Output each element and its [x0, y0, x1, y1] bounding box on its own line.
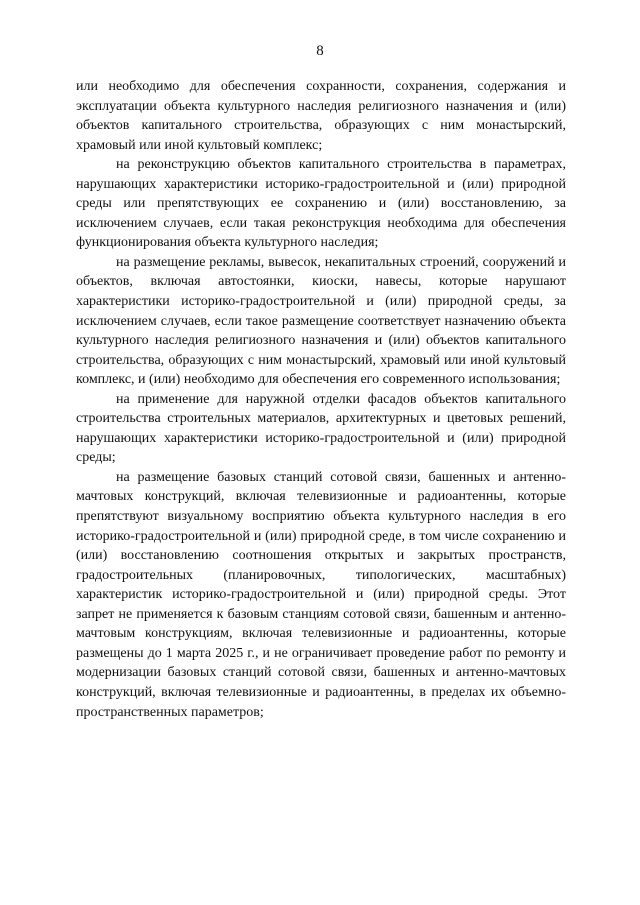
paragraph-reconstruction-ban: на реконструкцию объектов капитального строительства в параметрах, нарушающих характеристики историко-градостроительной и (или) природной среды или препятствующих ее сохранению и (или) восстановлению, за исключением случаев, если такая реконструкция необходима для обеспечения функционирования объекта культурного наследия;	[76, 157, 566, 251]
paragraph-advertising-ban: на размещение рекламы, вывесок, некапитальных строений, сооружений и объектов, включая автостоянки, киоски, навесы, которые нарушают характеристики историко-градостроительной и (или) природной среды, за исключением случаев, если такое размещение соответствует назначению объекта культурного наследия религиозного назначения и (или) объектов капитального строительства, образующих с ним монастырский, храмовый или иной культовый комплекс, и (или) необходимо для обеспечения его современного использования;	[76, 254, 566, 388]
paragraph-cell-stations-ban: на размещение базовых станций сотовой связи, башенных и антенно-мачтовых конструкций, включая телевизионные и радиоантенны, которые препятствуют визуальному восприятию объекта культурного наследия в его историко-градостроительной и (или) природной среде, в том числе сохранению и (или) восстановлению соотношения открытых и закрытых пространств, градостроительных (планировочных, типологических, масштабных) характеристик историко-градостроительной и (или) природной среды. Этот запрет не применяется к базовым станциям сотовой связи, башенным и антенно-мачтовым конструкциям, включая телевизионные и радиоантенны, которые размещены до 1 марта 2025 г., и не ограничивает проведение работ по ремонту и модернизации базовых станций сотовой связи, башенных и антенно-мачтовых конструкций, включая телевизионные и радиоантенны, в пределах их объемно-пространственных параметров;	[76, 469, 566, 720]
document-body	[76, 77, 566, 722]
page-number: 8	[316, 43, 324, 59]
paragraph-continuation: или необходимо для обеспечения сохранности, сохранения, содержания и эксплуатации объекта культурного наследия религиозного назначения и (или) объектов капитального строительства, образующих с ним монастырский, храмовый или иной культовый комплекс;	[76, 79, 566, 153]
paragraph-facade-finishing-ban: на применение для наружной отделки фасадов объектов капитального строительства строительных материалов, архитектурных и цветовых решений, нарушающих характеристики историко-градостроительной и (или) природной среды;	[76, 391, 566, 466]
